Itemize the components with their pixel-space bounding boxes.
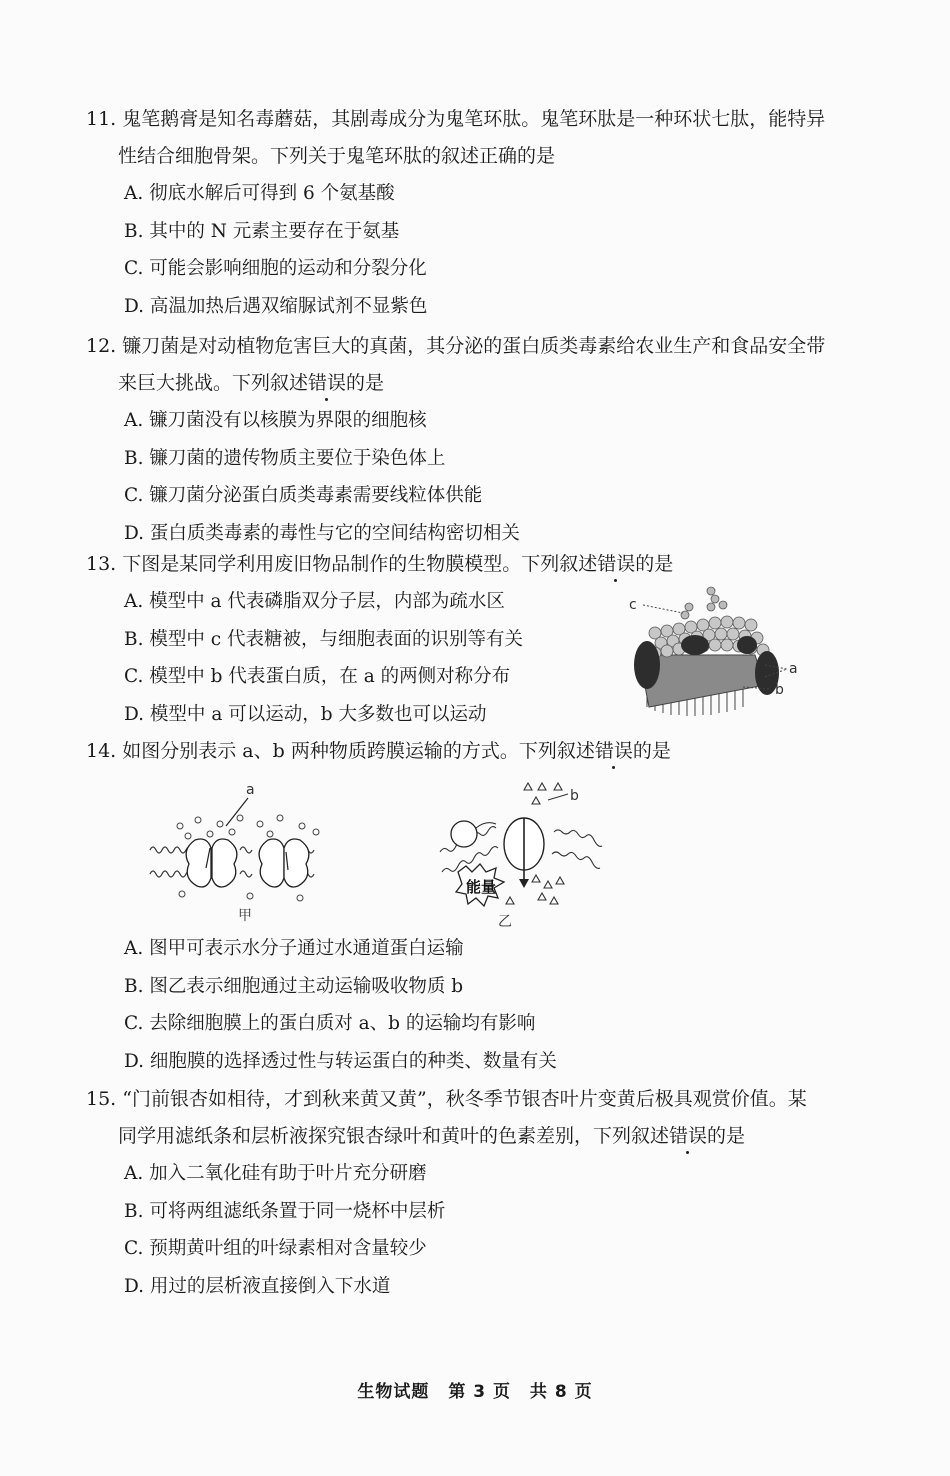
option-d[interactable]: D. 高温加热后遇双缩脲试剂不显紫色 — [124, 295, 428, 317]
question-14 — [86, 733, 916, 770]
label-a: a — [246, 782, 255, 798]
option-d[interactable]: D. 细胞膜的选择透过性与转运蛋白的种类、数量有关 — [124, 1050, 557, 1072]
emphasis-text: 错误 — [669, 1125, 708, 1147]
option-d[interactable]: D. 蛋白质类毒素的毒性与它的空间结构密切相关 — [124, 522, 520, 544]
option-d[interactable]: D. 模型中 a 可以运动，b 大多数也可以运动 — [124, 703, 487, 725]
stem-text-part: 的是 — [346, 372, 385, 394]
label-a: a — [789, 661, 798, 677]
emphasis-text: 错误 — [308, 372, 347, 394]
option-c[interactable]: C. 预期黄叶组的叶绿素相对含量较少 — [124, 1238, 427, 1260]
figure-label-jia: 甲 — [238, 908, 252, 924]
page-footer — [0, 1377, 950, 1402]
stem-text: 镰刀菌是对动植物危害巨大的真菌，其分泌的蛋白质类毒素给农业生产和食品安全带 — [122, 335, 826, 357]
question-number: 15. — [86, 1088, 117, 1110]
question-12 — [86, 328, 916, 552]
stem-text — [86, 365, 916, 402]
question-number: 11. — [86, 108, 117, 130]
option-b[interactable]: B. 模型中 c 代表糖被，与细胞表面的识别等有关 — [124, 628, 523, 650]
stem-text-part: 同学用滤纸条和层析液探究银杏绿叶和黄叶的色素差别，下列叙述 — [118, 1125, 670, 1147]
option-b[interactable]: B. 图乙表示细胞通过主动运输吸收物质 b — [124, 975, 464, 997]
option-d[interactable]: D. 用过的层析液直接倒入下水道 — [124, 1275, 391, 1297]
option-a[interactable]: A. 图甲可表示水分子通过水通道蛋白运输 — [124, 938, 464, 959]
figure-label-yi: 乙 — [498, 914, 512, 930]
question-number: 12. — [86, 335, 117, 357]
footer-page-number: 第 3 页 — [448, 1382, 511, 1402]
stem-text-part: 如图分别表示 a、b 两种物质跨膜运输的方式。下列叙述 — [122, 740, 595, 762]
option-b[interactable]: B. 可将两组滤纸条置于同一烧杯中层析 — [124, 1200, 446, 1222]
option-c[interactable]: C. 镰刀菌分泌蛋白质类毒素需要线粒体供能 — [124, 485, 483, 507]
stem-text-part: 的是 — [707, 1125, 746, 1147]
question-15 — [86, 1081, 916, 1305]
option-c[interactable]: C. 可能会影响细胞的运动和分裂分化 — [124, 258, 427, 280]
option-a[interactable]: A. 彻底水解后可得到 6 个氨基酸 — [124, 183, 395, 204]
label-c: c — [629, 597, 637, 613]
stem-text: 性结合细胞骨架。下列关于鬼笔环肽的叙述正确的是 — [118, 145, 556, 167]
option-a[interactable]: A. 镰刀菌没有以核膜为界限的细胞核 — [124, 410, 427, 431]
stem-text — [86, 1118, 916, 1155]
option-c[interactable]: C. 去除细胞膜上的蛋白质对 a、b 的运输均有影响 — [124, 1013, 536, 1035]
stem-text-part: 的是 — [632, 740, 671, 762]
option-b[interactable]: B. 其中的 N 元素主要存在于氨基 — [124, 220, 400, 242]
stem-text-part: 的是 — [635, 553, 674, 575]
question-stem — [86, 1081, 916, 1155]
stem-text-part: 来巨大挑战。下列叙述 — [118, 372, 309, 394]
question-stem — [86, 733, 916, 770]
stem-text: “门前银杏如相待，才到秋来黄又黄”，秋冬季节银杏叶片变黄后极具观赏价值。某 — [122, 1088, 807, 1110]
question-stem — [86, 546, 916, 583]
option-c[interactable]: C. 模型中 b 代表蛋白质，在 a 的两侧对称分布 — [124, 666, 511, 688]
question-14-options — [86, 930, 916, 1080]
emphasis-text: 错误 — [597, 553, 636, 575]
question-stem — [86, 101, 916, 175]
footer-total-pages: 共 8 页 — [529, 1382, 593, 1402]
stem-text-part: 下图是某同学利用废旧物品制作的生物膜模型。下列叙述 — [122, 553, 598, 575]
figure-jia — [140, 778, 340, 926]
stem-text: 鬼笔鹅膏是知名毒蘑菇，其剧毒成分为鬼笔环肽。鬼笔环肽是一种环状七肽，能特异 — [122, 108, 826, 130]
footer-subject: 生物试题 — [357, 1382, 430, 1402]
option-a[interactable]: A. 模型中 a 代表磷脂双分子层，内部为疏水区 — [124, 591, 505, 612]
option-a[interactable]: A. 加入二氧化硅有助于叶片充分研磨 — [124, 1163, 427, 1184]
question-number: 13. — [86, 553, 117, 575]
label-b: b — [570, 788, 579, 804]
question-11 — [86, 101, 916, 325]
label-b: b — [775, 682, 784, 698]
energy-label: 能量 — [466, 878, 497, 896]
membrane-model-figure — [625, 585, 805, 735]
figure-yi — [432, 776, 622, 930]
question-number: 14. — [86, 740, 117, 762]
emphasis-text: 错误 — [594, 740, 633, 762]
question-stem — [86, 328, 916, 402]
option-b[interactable]: B. 镰刀菌的遗传物质主要位于染色体上 — [124, 447, 446, 469]
